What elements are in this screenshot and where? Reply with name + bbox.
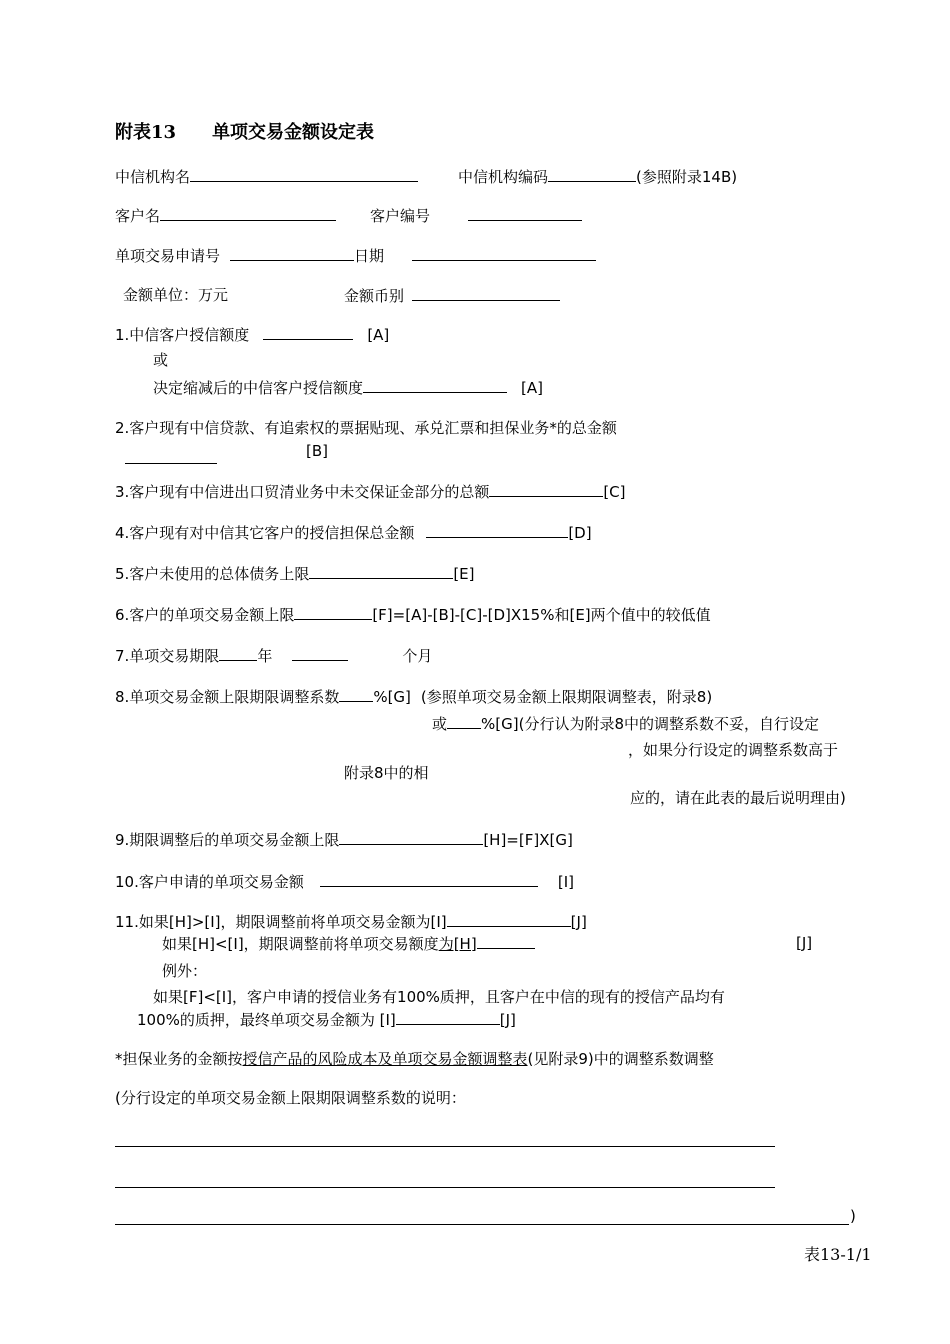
item-8-field[interactable] xyxy=(339,686,373,702)
item-3-label: 3.客户现有中信进出口贸清业务中未交保证金部分的总额 xyxy=(115,483,490,501)
apply-no-field[interactable] xyxy=(230,245,354,261)
item-1-alt-label: 决定缩减后的中信客户授信额度 xyxy=(153,379,364,397)
item-1-alt-code: [A] xyxy=(521,379,543,397)
item-9 xyxy=(115,829,573,850)
title-name: 单项交易金额设定表 xyxy=(212,122,375,143)
item-2-label: 2.客户现有中信贷款、有追索权的票据贴现、承兑汇票和担保业务*的总金额 xyxy=(115,419,617,437)
item-5-code: [E] xyxy=(453,565,475,583)
org-code-field[interactable] xyxy=(548,166,636,182)
footnote-link: 授信产品的风险成本及单项交易金额调整表 xyxy=(242,1050,528,1068)
customer-name-row xyxy=(115,205,336,226)
item-8-line3: ，如果分行设定的调整系数高于 xyxy=(628,741,839,759)
item-8-alt-field[interactable] xyxy=(447,713,481,729)
customer-no-field[interactable] xyxy=(468,205,582,221)
org-code-note: (参照附录14B) xyxy=(636,168,738,186)
item-11-line2-label: 如果[H]<[I]，期限调整前将单项交易额度 xyxy=(162,935,439,953)
item-4-label: 4.客户现有对中信其它客户的授信担保总金额 xyxy=(115,524,415,542)
item-7-year: 年 xyxy=(257,647,273,665)
item-8 xyxy=(115,686,712,707)
item-10 xyxy=(115,871,574,892)
item-11-line5-label: 100%的质押，最终单项交易金额为 [I] xyxy=(137,1011,396,1029)
explain-line-2[interactable] xyxy=(115,1187,775,1188)
item-6 xyxy=(115,604,711,625)
item-11-line4: 如果[F]<[I]，客户申请的授信业务有100%质押，且客户在中信的现有的授信产品均有 xyxy=(153,988,725,1006)
item-11-line2 xyxy=(162,933,535,954)
item-6-field[interactable] xyxy=(294,604,372,620)
explain-line-3[interactable] xyxy=(115,1224,849,1225)
item-1-alt xyxy=(153,377,543,398)
item-11-line2-field[interactable] xyxy=(477,933,535,949)
item-9-field[interactable] xyxy=(339,829,483,845)
item-5 xyxy=(115,563,475,584)
item-11-exception: 例外： xyxy=(162,962,208,980)
item-10-field[interactable] xyxy=(320,871,538,887)
item-9-formula: [H]=[F]X[G] xyxy=(483,831,573,849)
title-prefix: 附表13 xyxy=(115,122,177,143)
item-11-line2-code: [J] xyxy=(796,934,813,952)
item-2-code: [B] xyxy=(306,442,328,460)
date-field[interactable] xyxy=(412,245,596,261)
item-7-label: 7.单项交易期限 xyxy=(115,647,220,665)
item-8-note: (参照单项交易金额上限期限调整表，附录8) xyxy=(420,688,713,706)
item-6-formula: [F]=[A]-[B]-[C]-[D]X15%和[E]两个值中的较低值 xyxy=(372,606,711,624)
item-4-field[interactable] xyxy=(426,522,568,538)
date-label: 日期 xyxy=(354,247,385,265)
org-name-row xyxy=(115,166,418,187)
customer-no-row xyxy=(370,205,582,226)
explain-close: ) xyxy=(850,1207,856,1225)
item-8-code: %[G] xyxy=(373,688,411,706)
item-1-field[interactable] xyxy=(263,324,353,340)
footnote xyxy=(115,1049,714,1069)
item-11-line1-label: 11.如果[H]>[I]，期限调整前将单项交易金额为[I] xyxy=(115,913,447,931)
item-7-month-field[interactable] xyxy=(292,645,348,661)
explain-label: (分行设定的单项交易金额上限期限调整系数的说明： xyxy=(115,1089,466,1107)
item-8-or: 或 xyxy=(432,715,448,733)
item-3 xyxy=(115,481,626,502)
explain-line-1[interactable] xyxy=(115,1146,775,1147)
item-11-line1 xyxy=(115,911,587,932)
item-8-code2: %[G](分行认为附录8中的调整系数不妥，自行设定 xyxy=(481,715,819,733)
item-2-field[interactable] xyxy=(125,463,217,464)
item-5-field[interactable] xyxy=(309,563,453,579)
item-11-line5-field[interactable] xyxy=(396,1009,500,1025)
item-11-line2-value: 为[H] xyxy=(438,935,477,953)
footnote-c: (见附录9)中的调整系数调整 xyxy=(527,1050,714,1068)
currency-field[interactable] xyxy=(412,285,560,301)
unit-label: 金额单位：万元 xyxy=(123,286,229,304)
apply-no-label: 单项交易申请号 xyxy=(115,247,221,265)
item-10-code: [I] xyxy=(557,873,574,891)
footnote-a: *担保业务的金额按 xyxy=(115,1050,243,1068)
item-9-label: 9.期限调整后的单项交易金额上限 xyxy=(115,831,340,849)
form-title xyxy=(115,123,374,143)
item-3-field[interactable] xyxy=(489,481,603,497)
item-7 xyxy=(115,645,432,666)
item-11-line5 xyxy=(137,1009,516,1030)
item-1-or: 或 xyxy=(153,351,169,369)
org-code-row xyxy=(458,166,737,187)
item-8-line5: 应的，请在此表的最后说明理由) xyxy=(630,789,846,807)
item-10-label: 10.客户申请的单项交易金额 xyxy=(115,873,304,891)
item-11-line1-field[interactable] xyxy=(447,911,571,927)
item-3-code: [C] xyxy=(603,483,626,501)
item-4 xyxy=(115,522,592,543)
customer-no-label: 客户编号 xyxy=(370,207,431,225)
item-1-code: [A] xyxy=(367,326,390,344)
item-7-month: 个月 xyxy=(402,647,433,665)
customer-name-label: 客户名 xyxy=(115,207,161,225)
currency-label: 金额币别 xyxy=(344,287,405,305)
org-name-field[interactable] xyxy=(190,166,418,182)
item-8-alt xyxy=(432,713,819,734)
item-8-line4: 附录8中的相 xyxy=(344,764,429,782)
item-11-line5-code: [J] xyxy=(499,1011,516,1029)
item-6-label: 6.客户的单项交易金额上限 xyxy=(115,606,295,624)
item-7-year-field[interactable] xyxy=(219,645,257,661)
customer-name-field[interactable] xyxy=(160,205,336,221)
page-number: 表13-1/1 xyxy=(804,1245,872,1264)
item-8-label: 8.单项交易金额上限期限调整系数 xyxy=(115,688,340,706)
item-1 xyxy=(115,324,389,345)
item-11-line1-code: [J] xyxy=(570,913,587,931)
item-4-code: [D] xyxy=(568,524,592,542)
item-1-label: 1.中信客户授信额度 xyxy=(115,326,250,344)
apply-no-row xyxy=(115,245,596,266)
org-name-label: 中信机构名 xyxy=(115,168,191,186)
item-5-label: 5.客户未使用的总体债务上限 xyxy=(115,565,310,583)
org-code-label: 中信机构编码 xyxy=(458,168,549,186)
item-1-alt-field[interactable] xyxy=(363,377,507,393)
currency-row xyxy=(344,285,560,306)
